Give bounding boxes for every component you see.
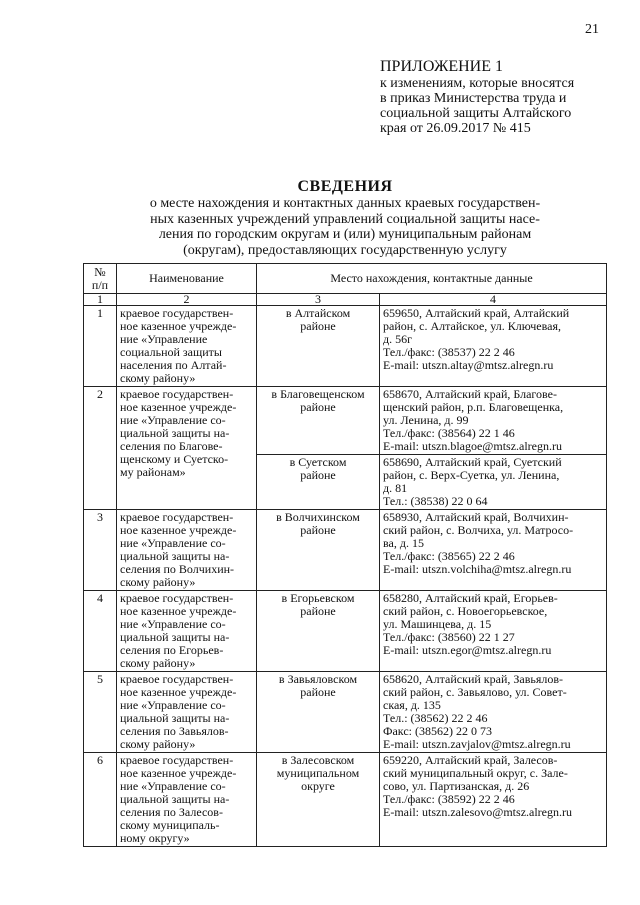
subtitle-line: ления по городским округам и (или) муниципальным районам xyxy=(158,227,532,242)
contact-line: ская, д. 135 xyxy=(383,698,441,712)
district-line: районе xyxy=(300,400,336,414)
contact-line: ул. Машинцева, д. 15 xyxy=(383,617,492,631)
district-line: в Волчихинском xyxy=(276,510,360,524)
district-line: районе xyxy=(300,604,336,618)
column-number: 1 xyxy=(84,294,117,306)
contact-line: Тел./факс: (38560) 22 1 27 xyxy=(383,630,515,644)
institution-name-line: циальной защиты на- xyxy=(120,792,230,806)
institution-name-line: циальной защиты на- xyxy=(120,711,230,725)
institution-name-line: ние «Управление со- xyxy=(120,779,226,793)
institution-name-line: ное казенное учрежде- xyxy=(120,319,237,333)
district-line: муниципальном xyxy=(276,766,360,780)
contact-cell xyxy=(380,510,607,591)
table-row xyxy=(84,306,607,387)
district-cell xyxy=(257,672,380,753)
subtitle-line: о месте нахождения и контактных данных краевых государствен- xyxy=(149,196,541,211)
institution-name xyxy=(117,387,257,510)
institutions-table xyxy=(83,263,607,847)
district-cell xyxy=(257,510,380,591)
institution-name-line: ное казенное учрежде- xyxy=(120,523,237,537)
institution-name-line: ное казенное учрежде- xyxy=(120,604,237,618)
district-line: в Залесовском xyxy=(281,753,355,767)
contact-line: ский муниципальный округ, с. Зале- xyxy=(383,766,568,780)
district-cell xyxy=(257,306,380,387)
contact-line: E-mail: utszn.zalesovo@mtsz.alregn.ru xyxy=(383,805,572,819)
contact-line: Тел./факс: (38537) 22 2 46 xyxy=(383,345,515,359)
table-body xyxy=(84,294,607,847)
institution-name xyxy=(117,672,257,753)
institution-name-line: селения по Егорьев- xyxy=(120,643,224,657)
contact-line: E-mail: utszn.zavjalov@mtsz.alregn.ru xyxy=(383,737,571,751)
institution-name xyxy=(117,306,257,387)
district-line: районе xyxy=(300,685,336,699)
contact-line: 658280, Алтайский край, Егорьев- xyxy=(383,591,558,605)
district-line: в Алтайском xyxy=(285,306,351,320)
column-number: 3 xyxy=(257,294,380,306)
institution-name-line: селения по Волчихин- xyxy=(120,562,235,576)
institution-name-line: краевое государствен- xyxy=(120,591,234,605)
contact-cell xyxy=(380,306,607,387)
contact-line: ул. Ленина, д. 99 xyxy=(383,413,469,427)
contact-line: 658670, Алтайский край, Благове- xyxy=(383,387,557,401)
district-line: в Завьяловском xyxy=(278,672,358,686)
institution-name-line: скому району» xyxy=(120,371,196,385)
contact-line: Тел.: (38562) 22 2 46 xyxy=(383,711,488,725)
contact-line: д. 56г xyxy=(383,332,413,346)
institution-name-line: скому району» xyxy=(120,656,196,670)
contact-line: E-mail: utszn.altay@mtsz.alregn.ru xyxy=(383,358,554,372)
institution-name-line: ние «Управление xyxy=(120,332,208,346)
contact-line: щенский район, р.п. Благовещенка, xyxy=(383,400,564,414)
contact-line: E-mail: utszn.blagoe@mtsz.alregn.ru xyxy=(383,439,562,453)
institution-name-line: скому муниципаль- xyxy=(120,818,220,832)
contact-line: ский район, с. Новоегорьевское, xyxy=(383,604,548,618)
institution-name-line: му районам» xyxy=(120,465,186,479)
district-line: районе xyxy=(300,319,336,333)
contact-line: ский район, с. Волчиха, ул. Матросо- xyxy=(383,523,574,537)
district-line: районе xyxy=(300,468,336,482)
institution-name xyxy=(117,591,257,672)
row-number: 2 xyxy=(84,387,117,510)
header-num-line: п/п xyxy=(91,277,109,292)
header-num-line: № xyxy=(94,264,106,279)
contact-line: E-mail: utszn.egor@mtsz.alregn.ru xyxy=(383,643,552,657)
appendix-line: социальной защиты Алтайского xyxy=(380,106,572,121)
title-block xyxy=(120,178,570,258)
contact-cell xyxy=(380,455,607,510)
institution-name-line: ное казенное учрежде- xyxy=(120,400,237,414)
contact-line: ва, д. 15 xyxy=(383,536,424,550)
row-number: 5 xyxy=(84,672,117,753)
district-cell xyxy=(257,455,380,510)
table-row xyxy=(84,591,607,672)
row-number: 3 xyxy=(84,510,117,591)
institution-name-line: циальной защиты на- xyxy=(120,549,230,563)
table-row xyxy=(84,510,607,591)
institution-name-line: ние «Управление со- xyxy=(120,536,226,550)
contact-line: 659650, Алтайский край, Алтайский xyxy=(383,306,570,320)
column-number-row xyxy=(84,294,607,306)
page-number: 21 xyxy=(585,22,599,37)
institution-name-line: ное казенное учрежде- xyxy=(120,685,237,699)
institution-name xyxy=(117,510,257,591)
contact-line: Факс: (38562) 22 0 73 xyxy=(383,724,492,738)
institution-name-line: населения по Алтай- xyxy=(120,358,227,372)
contact-line: д. 81 xyxy=(383,481,408,495)
document-title: СВЕДЕНИЯ xyxy=(297,178,393,195)
institution-name-line: ному округу» xyxy=(120,831,190,845)
contact-line: ский район, с. Завьялово, ул. Совет- xyxy=(383,685,567,699)
institution-name-line: социальной защиты xyxy=(120,345,222,359)
district-cell xyxy=(257,591,380,672)
institution-name-line: селения по Благове- xyxy=(120,439,223,453)
contact-line: E-mail: utszn.volchiha@mtsz.alregn.ru xyxy=(383,562,572,576)
appendix-block xyxy=(380,58,610,136)
table-row xyxy=(84,753,607,847)
district-cell xyxy=(257,387,380,455)
appendix-heading: ПРИЛОЖЕНИЕ 1 xyxy=(380,58,504,75)
institution-name xyxy=(117,753,257,847)
header-name: Наименование xyxy=(117,264,257,294)
institution-name-line: краевое государствен- xyxy=(120,306,234,320)
institution-name-line: скому району» xyxy=(120,575,196,589)
contact-cell xyxy=(380,672,607,753)
district-line: округе xyxy=(301,779,335,793)
appendix-line: края от 26.09.2017 № 415 xyxy=(380,121,531,136)
appendix-line: к изменениям, которые вносятся xyxy=(380,76,575,91)
column-number: 4 xyxy=(380,294,607,306)
institution-name-line: циальной защиты на- xyxy=(120,426,230,440)
institution-name-line: краевое государствен- xyxy=(120,753,234,767)
contact-cell xyxy=(380,753,607,847)
institution-name-line: селения по Завьялов- xyxy=(120,724,229,738)
institution-name-line: краевое государствен- xyxy=(120,387,234,401)
contact-line: район, с. Алтайское, ул. Ключевая, xyxy=(383,319,561,333)
contact-line: 658620, Алтайский край, Завьялов- xyxy=(383,672,564,686)
contact-cell xyxy=(380,591,607,672)
contact-line: сово, ул. Партизанская, д. 26 xyxy=(383,779,530,793)
district-line: в Егорьевском xyxy=(281,591,355,605)
contact-line: Тел./факс: (38564) 22 1 46 xyxy=(383,426,515,440)
row-number: 1 xyxy=(84,306,117,387)
column-number: 2 xyxy=(117,294,257,306)
district-line: районе xyxy=(300,523,336,537)
subtitle-line: ных казенных учреждений управлений социальной защиты насе- xyxy=(150,211,540,227)
institution-name-line: скому району» xyxy=(120,737,196,751)
header-num xyxy=(84,264,117,294)
contact-line: район, с. Верх-Суетка, ул. Ленина, xyxy=(383,468,560,482)
contact-line: 658930, Алтайский край, Волчихин- xyxy=(383,510,569,524)
row-number: 4 xyxy=(84,591,117,672)
contact-cell xyxy=(380,387,607,455)
contact-line: Тел./факс: (38592) 22 2 46 xyxy=(383,792,515,806)
institution-name-line: ние «Управление со- xyxy=(120,698,226,712)
district-line: в Суетском xyxy=(289,455,347,469)
table-row xyxy=(84,672,607,753)
table-row xyxy=(84,387,607,455)
institution-name-line: циальной защиты на- xyxy=(120,630,230,644)
contact-line: Тел.: (38538) 22 0 64 xyxy=(383,494,488,508)
header-location: Место нахождения, контактные данные xyxy=(257,264,607,294)
appendix-line: в приказ Министерства труда и xyxy=(380,91,567,106)
institution-name-line: ние «Управление со- xyxy=(120,617,226,631)
district-line: в Благовещенском xyxy=(271,387,365,401)
institution-name-line: краевое государствен- xyxy=(120,510,234,524)
subtitle-line: (округам), предоставляющих государственную услугу xyxy=(183,242,507,258)
contact-line: 658690, Алтайский край, Суетский xyxy=(383,455,562,469)
institution-name-line: ние «Управление со- xyxy=(120,413,226,427)
institution-name-line: краевое государствен- xyxy=(120,672,234,686)
row-number: 6 xyxy=(84,753,117,847)
contact-line: Тел./факс: (38565) 22 2 46 xyxy=(383,549,515,563)
table-header-row xyxy=(84,264,607,294)
institution-name-line: ное казенное учрежде- xyxy=(120,766,237,780)
institution-name-line: щенскому и Суетско- xyxy=(120,452,229,466)
institution-name-line: селения по Залесов- xyxy=(120,805,223,819)
contact-line: 659220, Алтайский край, Залесов- xyxy=(383,753,558,767)
district-cell xyxy=(257,753,380,847)
